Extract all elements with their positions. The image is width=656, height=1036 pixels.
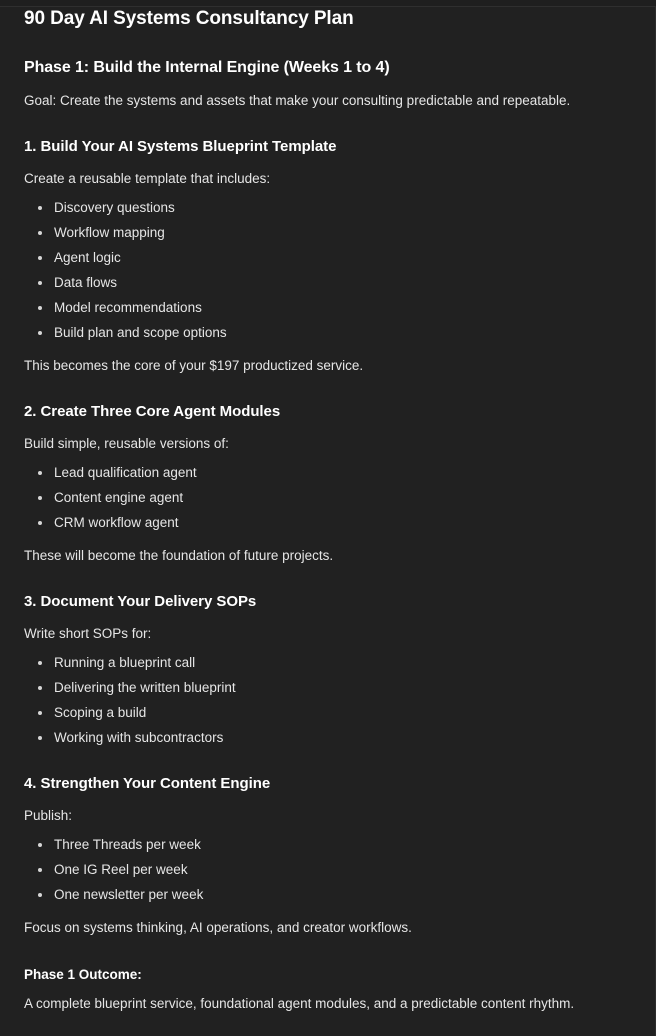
list-item: CRM workflow agent — [54, 513, 631, 533]
list-item: Data flows — [54, 273, 631, 293]
list-item: Discovery questions — [54, 198, 631, 218]
list-item: Delivering the written blueprint — [54, 678, 631, 698]
section-heading-4: 4. Strengthen Your Content Engine — [24, 775, 271, 792]
phase-outcome-label: Phase 1 Outcome: — [24, 967, 142, 982]
list-item: Build plan and scope options — [54, 323, 631, 343]
list-item: Three Threads per week — [54, 835, 631, 855]
phase-heading: Phase 1: Build the Internal Engine (Weeks 1 to 4) — [24, 59, 390, 76]
bottom-spacer — [24, 1014, 631, 1026]
section-closing-1: This becomes the core of your $197 productized service. — [24, 358, 364, 373]
section-heading-1: 1. Build Your AI Systems Blueprint Template — [24, 138, 337, 155]
document-page — [0, 6, 656, 1036]
phase-goal: Goal: Create the systems and assets that make your consulting predictable and repeatable. — [24, 93, 571, 108]
section-heading-2: 2. Create Three Core Agent Modules — [24, 403, 281, 420]
section-intro-2: Build simple, reusable versions of: — [24, 436, 229, 451]
list-item: One IG Reel per week — [54, 860, 631, 880]
section-closing-2: These will become the foundation of future projects. — [24, 548, 334, 563]
section-bullets-3 — [24, 653, 631, 748]
list-item: Model recommendations — [54, 298, 631, 318]
list-item: Agent logic — [54, 248, 631, 268]
section-closing-4: Focus on systems thinking, AI operations, and creator workflows. — [24, 920, 412, 935]
list-item: Running a blueprint call — [54, 653, 631, 673]
list-item: Scoping a build — [54, 703, 631, 723]
page-title: 90 Day AI Systems Consultancy Plan — [24, 8, 354, 29]
list-item: Lead qualification agent — [54, 463, 631, 483]
section-heading-3: 3. Document Your Delivery SOPs — [24, 593, 257, 610]
section-bullets-2 — [24, 463, 631, 533]
section-bullets-1 — [24, 198, 631, 343]
section-intro-4: Publish: — [24, 808, 73, 823]
list-item: Workflow mapping — [54, 223, 631, 243]
section-intro-3: Write short SOPs for: — [24, 626, 152, 641]
list-item: Content engine agent — [54, 488, 631, 508]
list-item: Working with subcontractors — [54, 728, 631, 748]
section-bullets-4 — [24, 835, 631, 905]
section-intro-1: Create a reusable template that includes: — [24, 171, 271, 186]
phase-outcome-text: A complete blueprint service, foundational agent modules, and a predictable content rhythm. — [24, 996, 575, 1011]
list-item: One newsletter per week — [54, 885, 631, 905]
